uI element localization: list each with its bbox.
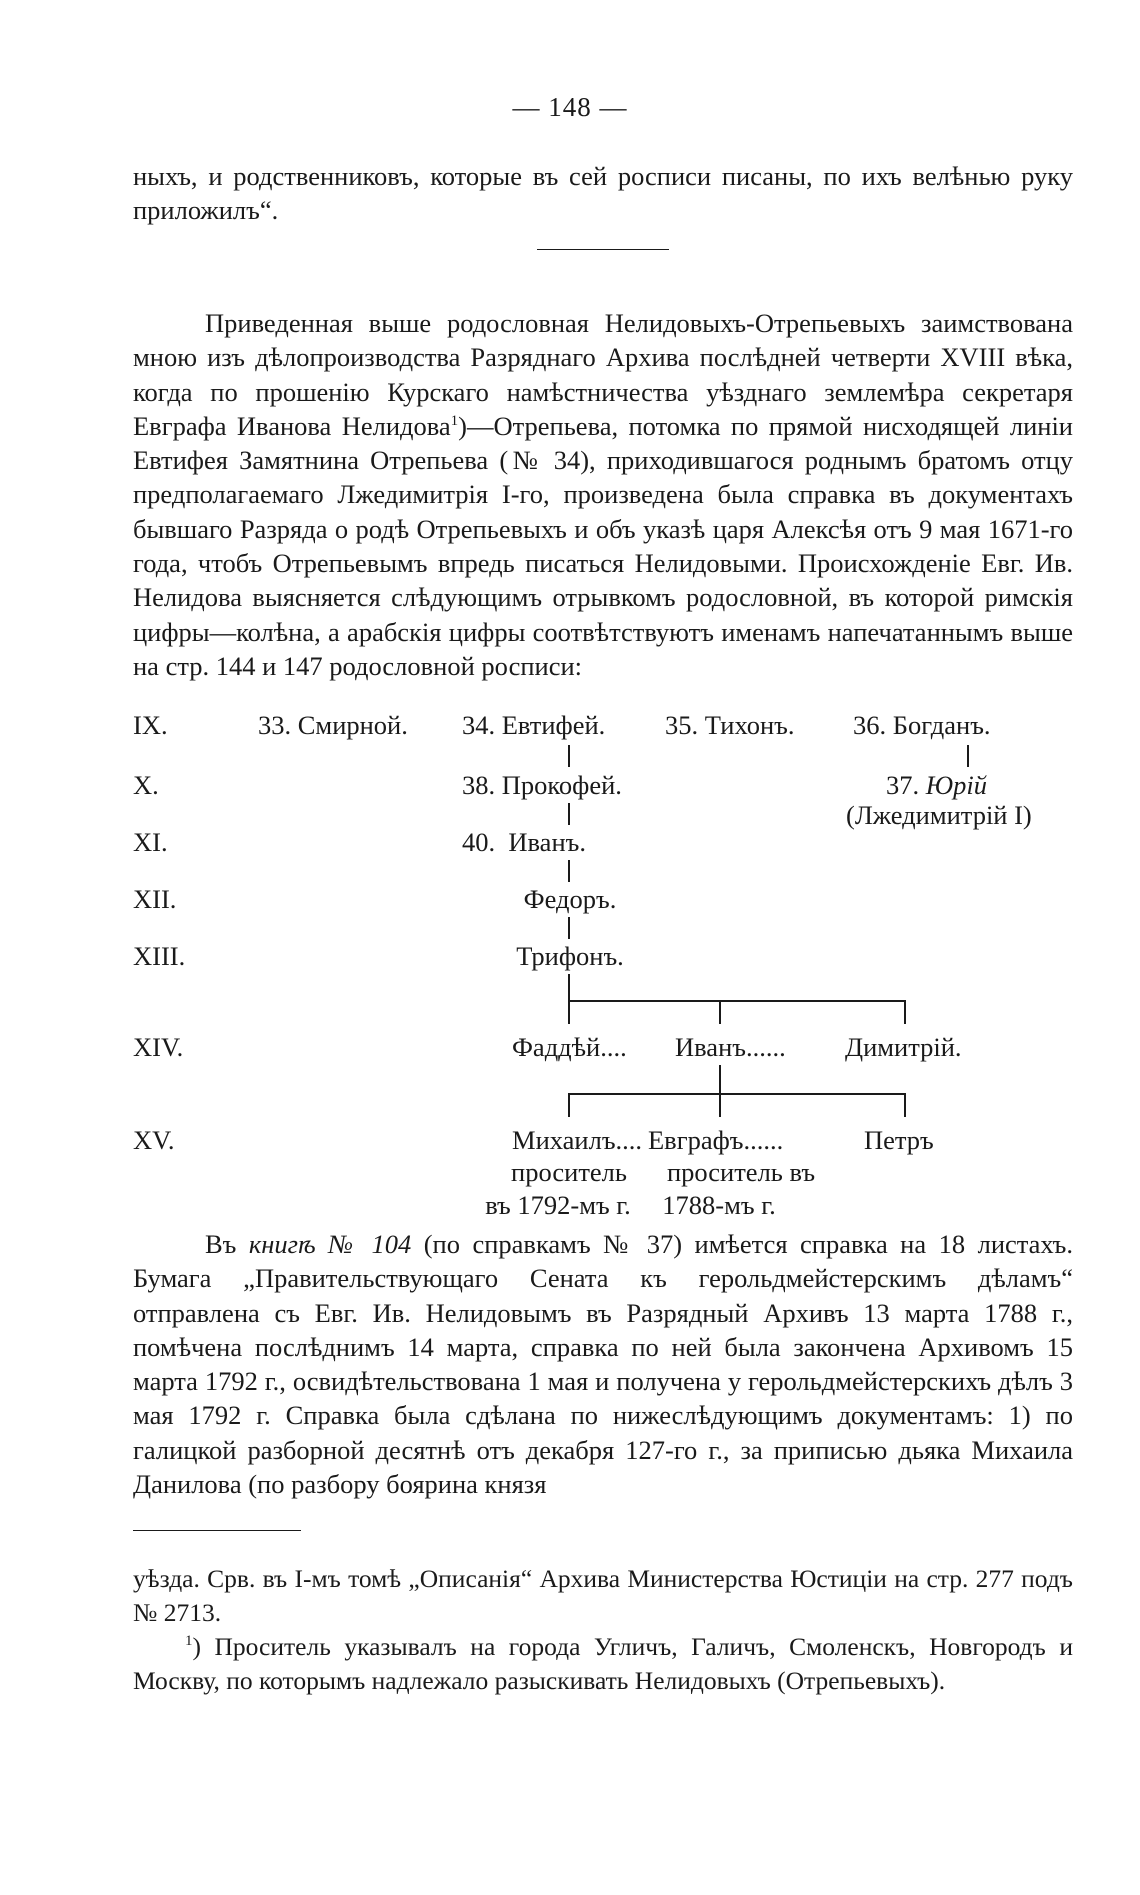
tree-connector bbox=[967, 745, 969, 767]
footnote-1 bbox=[133, 1630, 1073, 1698]
tree-node-note: проситель въ bbox=[666, 1157, 816, 1187]
paragraph-italic: книгѣ № 104 bbox=[248, 1229, 412, 1259]
tree-node-yuriy bbox=[886, 770, 987, 800]
tree-connector bbox=[904, 1000, 906, 1024]
paragraph-text: Приведенная выше родословная Нелидовыхъ-Отрепьевыхъ заимствована мною изъ дѣлопроизводства Разряднаго Архива послѣдней четверти XVIII вѣка, когда по прошенію Курскаго намѣстничества уѣзднаго землемѣра секретаря Евграфа Иванова Нелидова bbox=[133, 308, 1073, 441]
tree-node-trifon: Трифонъ. bbox=[516, 941, 624, 971]
tree-connector bbox=[719, 1065, 721, 1093]
tree-connector bbox=[568, 1093, 905, 1095]
tree-node-number: 40. bbox=[462, 827, 496, 857]
tree-connector bbox=[568, 917, 570, 939]
paragraph-text: ныхъ, и родственниковъ, которые въ сей росписи писаны, по ихъ велѣнью руку приложилъ“. bbox=[133, 161, 1073, 226]
tree-connector bbox=[568, 860, 570, 882]
tree-node-prokofey: 38. Прокофей. bbox=[462, 770, 622, 800]
tree-node-fedor: Федоръ. bbox=[523, 884, 617, 914]
footnote-text: уѣзда. Срв. въ I-мъ томѣ „Описанія“ Архива Министерства Юстиціи на стр. 277 подъ № 2713. bbox=[133, 1564, 1073, 1627]
footnote-text: ) Проситель указывалъ на города Угличъ, Галичъ, Смоленскъ, Новгородъ и Москву, по которымъ надлежало разыскивать Нелидовыхъ (Отрепьевыхъ). bbox=[133, 1632, 1073, 1695]
page-number: — 148 — bbox=[512, 92, 628, 122]
footnote-divider bbox=[133, 1530, 301, 1531]
footnote-marker: 1 bbox=[185, 1633, 193, 1649]
paragraph-text: Въ bbox=[205, 1229, 249, 1259]
tree-connector bbox=[568, 974, 570, 1024]
tree-node-mikhail: Михаилъ.... bbox=[512, 1125, 643, 1155]
tree-node-number: 37. bbox=[886, 770, 920, 800]
tree-node-smirnoy: 33. Смирной. bbox=[258, 710, 408, 740]
tree-connector bbox=[568, 803, 570, 825]
generation-label: XV. bbox=[133, 1125, 175, 1155]
tree-node-ivan-40 bbox=[462, 827, 586, 857]
generation-label: XIV. bbox=[133, 1032, 184, 1062]
tree-node-tikhon: 35. Тихонъ. bbox=[665, 710, 795, 740]
tree-node-evgraf: Евграфъ...... bbox=[648, 1125, 784, 1155]
tree-node-note: 1788-мъ г. bbox=[662, 1190, 776, 1220]
tree-connector bbox=[568, 1000, 905, 1002]
tree-node-bogdan: 36. Богданъ. bbox=[853, 710, 991, 740]
tree-node-name: Иванъ. bbox=[508, 827, 586, 857]
footnote-continuation bbox=[133, 1562, 1073, 1630]
tree-node-dimitriy: Димитрій. bbox=[845, 1032, 962, 1062]
generation-label: XI. bbox=[133, 827, 168, 857]
paragraph-text: (по справкамъ № 37) имѣется справка на 18 листахъ. Бумага „Правительствующаго Сената къ герольдмейстерскимъ дѣламъ“ отправлена съ Евг. Ив. Нелидовымъ въ Разрядный Архивъ 13 марта 1788 г., помѣчена послѣднимъ 14 марта, справка по ней была закончена Архивомъ 15 марта 1792 г., освидѣтельствована 1 мая и получена у герольдмейстерскихъ дѣлъ 3 мая 1792 г. Справка была сдѣлана по нижеслѣдующимъ документамъ: 1) по галицкой разборной десятнѣ отъ декабря 127-го г., за приписью дьяка Михаила Данилова (по разбору боярина князя bbox=[133, 1229, 1073, 1500]
paragraph-text: )—Отрепьева, потомка по прямой нисходящей линіи Евтифея Замятнина Отрепьева (№ 34), приходившагося роднымъ братомъ отцу предполагаемаго Лжедимитрія I-го, произведена была справка въ документахъ бывшаго Разряда о родѣ Отрепьевыхъ и объ указѣ царя Алексѣя отъ 9 мая 1671-го года, чтобъ Отрепьевымъ впредь писаться Нелидовыми. Происхожденіе Евг. Ив. Нелидова выясняется слѣдующимъ отрывкомъ родословной, въ которой римскія цифры—колѣна, а арабскія цифры соотвѣтствуютъ именамъ напечатаннымъ выше на стр. 144 и 147 родословной росписи: bbox=[133, 410, 1073, 681]
tree-node-note: въ 1792-мъ г. bbox=[485, 1190, 631, 1220]
tree-connector bbox=[568, 745, 570, 767]
tree-node-faddey: Фаддѣй.... bbox=[512, 1032, 627, 1062]
tree-connector bbox=[719, 1000, 721, 1024]
tree-node-note: (Лжедимитрій I) bbox=[846, 800, 1032, 830]
generation-label: XII. bbox=[133, 884, 177, 914]
tree-connector bbox=[904, 1093, 906, 1117]
tree-connector bbox=[719, 1093, 721, 1117]
tree-node-ivan: Иванъ...... bbox=[675, 1032, 786, 1062]
generation-label: IX. bbox=[133, 710, 168, 740]
paragraph-book-104 bbox=[133, 1227, 1073, 1501]
footnote-marker: 1 bbox=[450, 412, 459, 429]
tree-node-petr: Петръ bbox=[864, 1125, 934, 1155]
tree-node-note: проситель bbox=[511, 1157, 627, 1187]
tree-node-evtifey: 34. Евтифей. bbox=[462, 710, 606, 740]
tree-connector bbox=[568, 1093, 570, 1117]
generation-label: XIII. bbox=[133, 941, 186, 971]
generation-label: X. bbox=[133, 770, 159, 800]
tree-node-name: Юрій bbox=[925, 770, 987, 800]
